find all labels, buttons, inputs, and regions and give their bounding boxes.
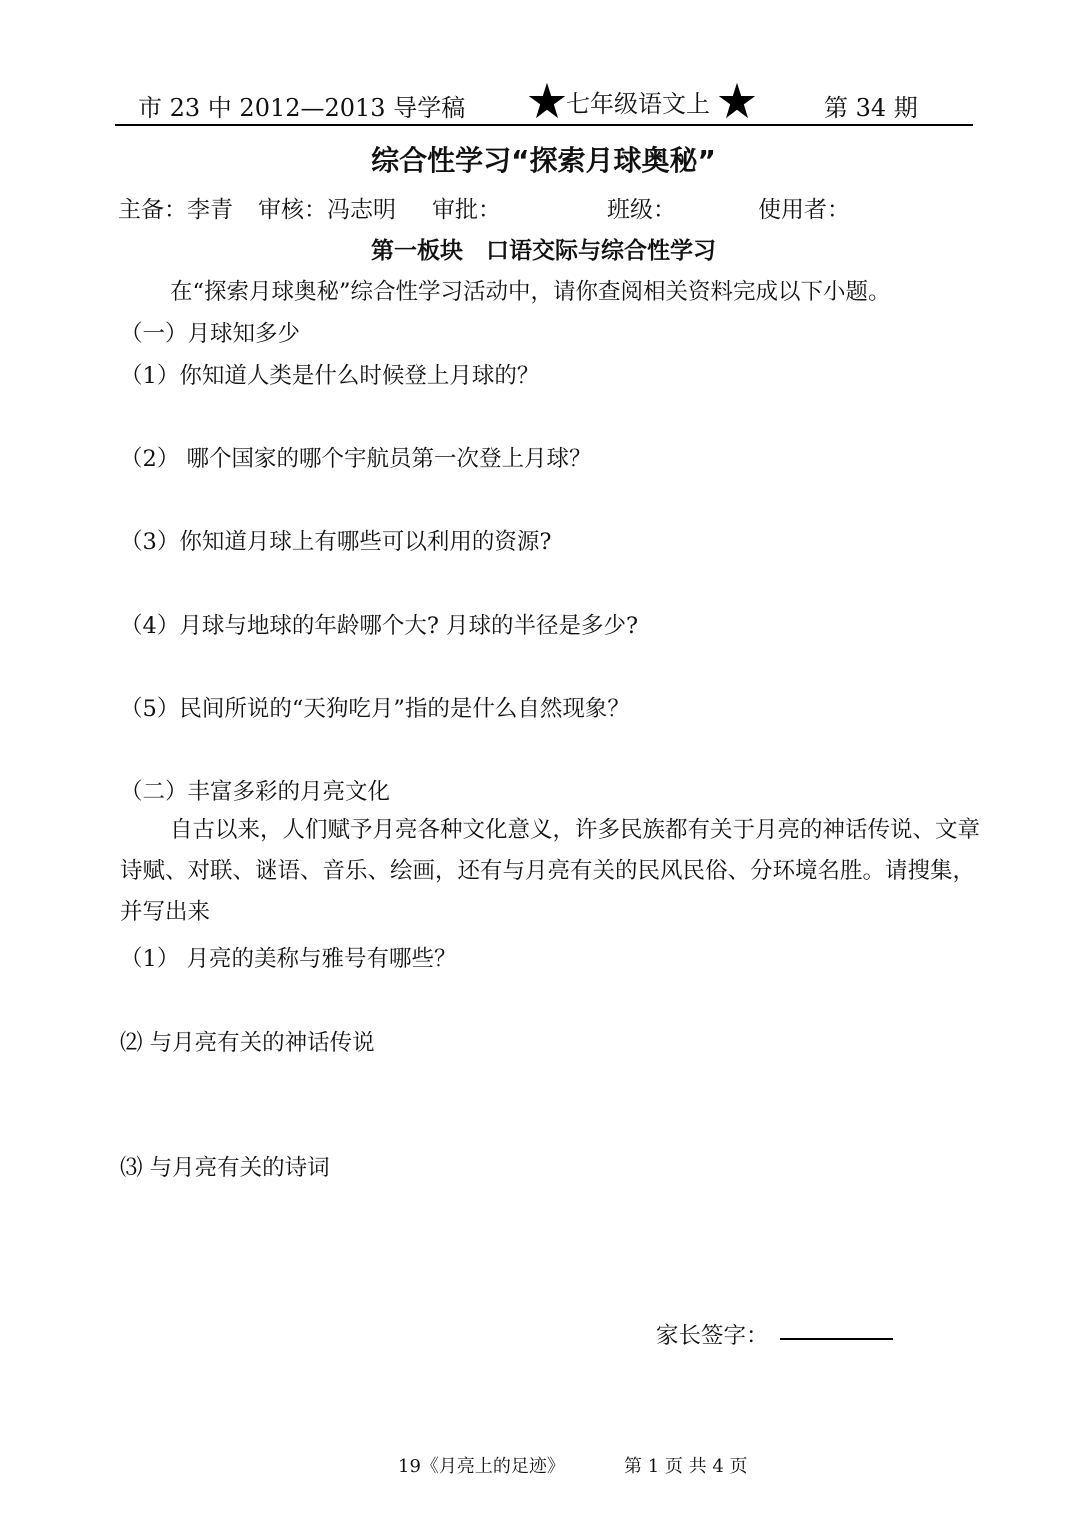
question-2-1: （1） 月亮的美称与雅号有哪些？ <box>120 946 457 972</box>
meta-class: 班级： <box>607 197 676 223</box>
question-1-3: （3）你知道月球上有哪些可以利用的资源? <box>120 529 552 555</box>
meta-user: 使用者： <box>758 197 850 223</box>
question-1-5: （5）民间所说的“天狗吃月”指的是什么自然现象？ <box>120 696 630 722</box>
question-1-4: （4）月球与地球的年龄哪个大? 月球的半径是多少? <box>120 613 639 639</box>
part1-heading: （一）月球知多少 <box>120 321 301 347</box>
meta-approver: 审批： <box>432 197 501 223</box>
question-1-2: （2） 哪个国家的哪个宇航员第一次登上月球？ <box>120 446 592 472</box>
question-2-3: ⑶ 与月亮有关的诗词 <box>120 1155 330 1181</box>
intro-text: 在“探索月球奥秘”综合性学习活动中，请你查阅相关资料完成以下小题。 <box>170 279 891 305</box>
star-icon <box>528 82 566 120</box>
footer-page: 第 1 页 共 4 页 <box>624 1456 748 1477</box>
meta-author: 主备：李青 <box>118 197 233 223</box>
signature-line[interactable] <box>780 1338 893 1340</box>
footer-lesson: 19《月亮上的足迹》 <box>398 1456 565 1477</box>
part2-heading: （二）丰富多彩的月亮文化 <box>120 779 391 805</box>
signature-label: 家长签字： <box>656 1323 769 1349</box>
header-rule <box>115 124 973 126</box>
part2-paragraph: 自古以来，人们赋予月亮各种文化意义，许多民族都有关于月亮的神话传说、文章诗赋、对联、谜语、音乐、绘画，还有与月亮有关的民风民俗、分环境名胜。请搜集，并写出来 <box>120 817 981 925</box>
header-left: 市 23 中 2012—2013 导学稿 <box>138 94 466 122</box>
page-title: 综合性学习“探索月球奥秘” <box>371 144 716 177</box>
header-right: 第 34 期 <box>824 94 918 122</box>
header-center-text: 七年级语文上 <box>566 90 710 118</box>
star-icon <box>718 82 756 120</box>
header-center <box>528 82 756 120</box>
question-1-1: （1）你知道人类是什么时候登上月球的？ <box>120 363 540 389</box>
section-title: 第一板块 口语交际与综合性学习 <box>371 238 716 264</box>
question-2-2: ⑵ 与月亮有关的神话传说 <box>120 1030 375 1056</box>
meta-reviewer: 审核：冯志明 <box>258 197 396 223</box>
